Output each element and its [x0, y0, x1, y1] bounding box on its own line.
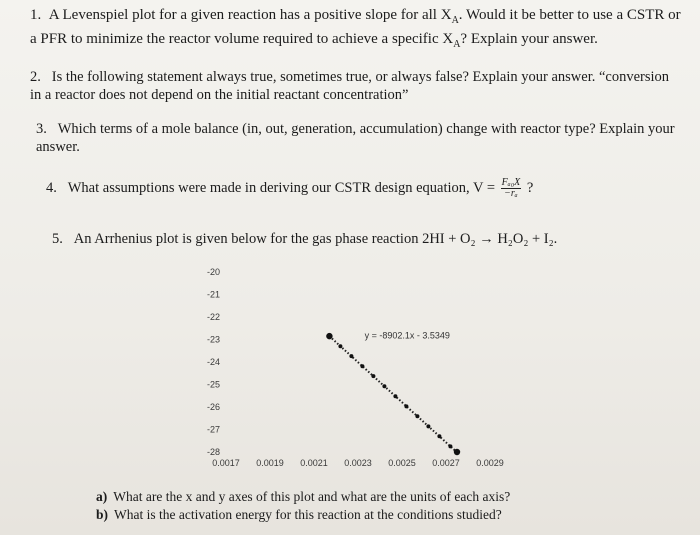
fraction-numerator: Fₐ₀X — [501, 177, 521, 188]
trendline — [329, 336, 457, 452]
sub-question-label: a) — [96, 489, 108, 504]
fraction-denominator: −rₐ — [504, 188, 518, 199]
data-point — [338, 344, 342, 348]
x-tick-label: 0.0027 — [432, 458, 460, 468]
question-number: 2. — [30, 69, 41, 85]
question-text: . Would it be better to use a CSTR or a PFR to minimize the reactor volume required to achieve a specific X — [30, 7, 681, 47]
x-tick-label: 0.0019 — [256, 458, 284, 468]
question-number: 4. — [46, 179, 57, 196]
data-point — [454, 449, 460, 455]
y-tick-label: -26 — [206, 402, 220, 412]
data-point — [371, 374, 375, 378]
question-5 — [52, 230, 692, 248]
x-tick-label: 0.0029 — [476, 458, 504, 468]
data-point — [415, 414, 419, 418]
sub-question-label: b) — [96, 507, 109, 522]
question-number: 5. — [52, 231, 63, 247]
question-number: 1. — [30, 7, 42, 23]
question-text: Which terms of a mole balance (in, out, generation, accumulation) change with reactor type? Explain your answer. — [36, 121, 675, 155]
data-point — [349, 354, 353, 358]
y-tick-label: -24 — [206, 357, 220, 367]
data-point — [437, 434, 441, 438]
y-tick-label: -25 — [206, 379, 220, 390]
x-tick-label: 0.0023 — [344, 458, 372, 468]
x-tick-label: 0.0017 — [212, 458, 240, 468]
question-4 — [46, 178, 686, 199]
y-tick-label: -27 — [206, 424, 220, 435]
data-point — [360, 364, 364, 368]
question-number: 3. — [36, 121, 47, 137]
arrhenius-plot — [190, 262, 520, 472]
data-point — [393, 394, 397, 398]
x-tick-label: 0.0021 — [300, 458, 328, 468]
y-tick-label: -21 — [206, 289, 220, 300]
question-text: Is the following statement always true, sometimes true, or always false? Explain your answer. “conversion in a reactor does not depend on the initial reactant concentration” — [30, 69, 670, 103]
question-text: What assumptions were made in deriving our CSTR design equation, V = — [67, 179, 499, 196]
data-point — [404, 404, 408, 408]
question-text: An Arrhenius plot is given below for the gas phase reaction 2HI + O₂ → H₂O₂ + I₂. — [73, 231, 558, 247]
question-text: ? Explain your answer. — [460, 31, 598, 47]
y-tick-label: -23 — [206, 334, 220, 345]
subscript: A — [453, 39, 461, 50]
arrhenius-plot-svg — [190, 262, 520, 472]
data-point — [448, 444, 452, 448]
sub-question-a — [96, 488, 510, 505]
y-tick-label: -28 — [206, 447, 220, 457]
sub-question-b — [96, 506, 502, 523]
sub-question-text: What is the activation energy for this reaction at the conditions studied? — [114, 507, 502, 522]
question-2 — [30, 68, 680, 104]
data-point — [326, 333, 332, 339]
y-tick-label: -20 — [206, 267, 220, 277]
x-tick-label: 0.0025 — [388, 458, 416, 468]
data-point — [426, 424, 430, 428]
question-3 — [36, 120, 686, 156]
trendline-equation: y = -8902.1x - 3.5349 — [364, 330, 450, 341]
y-tick-label: -22 — [206, 312, 220, 322]
data-point — [382, 384, 386, 388]
question-text: A Levenspiel plot for a given reaction has a positive slope for all X — [48, 7, 452, 23]
design-equation-fraction — [501, 178, 522, 199]
subscript: A — [451, 15, 459, 26]
question-1 — [30, 6, 690, 54]
sub-question-text: What are the x and y axes of this plot and what are the units of each axis? — [113, 489, 511, 504]
question-text: ? — [523, 179, 534, 196]
